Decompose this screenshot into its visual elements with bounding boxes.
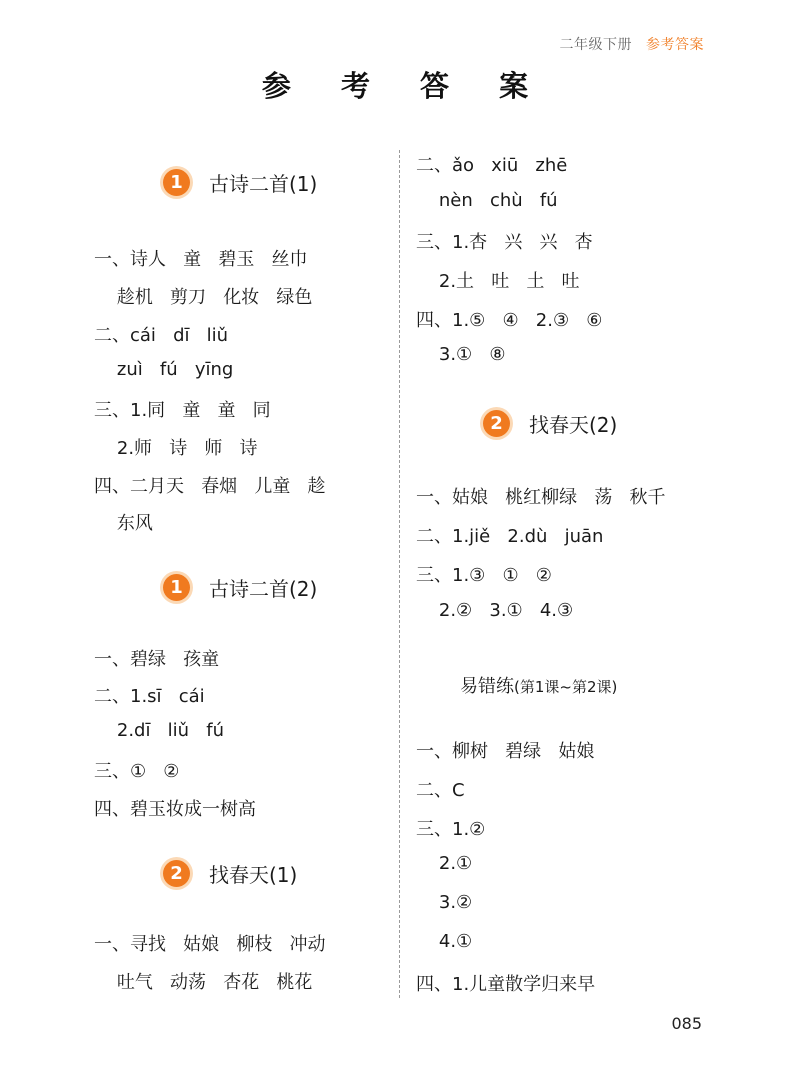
answer-line: 2.师 诗 师 诗 bbox=[94, 438, 258, 459]
answer-line: 4.① bbox=[416, 931, 473, 952]
subsection-title-main: 易错练 bbox=[460, 676, 514, 697]
section-title: 找春天(1) bbox=[209, 863, 298, 887]
answer-line: 三、① ② bbox=[94, 761, 180, 782]
answer-line: 一、诗人 童 碧玉 丝巾 bbox=[94, 249, 308, 270]
answer-line: 四、碧玉妆成一树高 bbox=[94, 799, 256, 820]
section-number-badge: 1 bbox=[160, 571, 193, 604]
section-header bbox=[480, 407, 617, 440]
answer-line: 2.dī liǔ fú bbox=[94, 720, 224, 741]
section-header bbox=[160, 571, 317, 604]
subsection-title bbox=[460, 672, 617, 698]
header-title: 参考答案 bbox=[646, 37, 704, 53]
answer-line: 一、柳树 碧绿 姑娘 bbox=[416, 741, 595, 762]
answer-line: 二、1.jiě 2.dù juān bbox=[416, 526, 604, 547]
running-header bbox=[560, 34, 705, 54]
answer-line: 3.② bbox=[416, 892, 473, 913]
section-number-badge: 2 bbox=[160, 857, 193, 890]
page-title: 参 考 答 案 bbox=[261, 69, 549, 103]
answer-line: 三、1.③ ① ② bbox=[416, 565, 552, 586]
section-title: 找春天(2) bbox=[529, 413, 618, 437]
page-number: 085 bbox=[671, 1014, 702, 1033]
answer-line: 四、1.儿童散学归来早 bbox=[416, 974, 596, 995]
answer-line: 趁机 剪刀 化妆 绿色 bbox=[94, 287, 313, 308]
answer-line: 二、1.sī cái bbox=[94, 686, 205, 707]
section-number-badge: 2 bbox=[480, 407, 513, 440]
answer-line: 3.① ⑧ bbox=[416, 344, 506, 365]
answer-line: 2.② 3.① 4.③ bbox=[416, 600, 574, 621]
answer-line: 三、1.同 童 童 同 bbox=[94, 400, 271, 421]
answer-line: 二、ǎo xiū zhē bbox=[416, 155, 568, 176]
answer-line: 吐气 动荡 杏花 桃花 bbox=[94, 972, 313, 993]
header-grade: 二年级下册 bbox=[559, 37, 632, 53]
answer-line: 2.① bbox=[416, 853, 473, 874]
answer-line: 东风 bbox=[94, 513, 153, 534]
section-title: 古诗二首(1) bbox=[209, 172, 318, 196]
answer-line: 一、碧绿 孩童 bbox=[94, 649, 220, 670]
answer-line: 一、姑娘 桃红柳绿 荡 秋千 bbox=[416, 487, 666, 508]
section-number-badge: 1 bbox=[160, 166, 193, 199]
section-header bbox=[160, 857, 297, 890]
section-title: 古诗二首(2) bbox=[209, 577, 318, 601]
answer-line: 四、1.⑤ ④ 2.③ ⑥ bbox=[416, 310, 603, 331]
answer-line: nèn chù fú bbox=[416, 190, 558, 211]
answer-line: zuì fú yīng bbox=[94, 359, 234, 380]
answer-line: 三、1.② bbox=[416, 819, 486, 840]
column-divider bbox=[399, 150, 400, 998]
answer-line: 2.土 吐 土 吐 bbox=[416, 271, 580, 292]
answer-line: 四、二月天 春烟 儿童 趁 bbox=[94, 476, 326, 497]
subsection-title-suffix: (第1课~第2课) bbox=[514, 678, 618, 696]
answer-line: 二、C bbox=[416, 780, 465, 801]
answer-line: 三、1.杏 兴 兴 杏 bbox=[416, 232, 593, 253]
answer-line: 一、寻找 姑娘 柳枝 冲动 bbox=[94, 934, 326, 955]
answer-line: 二、cái dī liǔ bbox=[94, 325, 229, 346]
section-header bbox=[160, 166, 317, 199]
